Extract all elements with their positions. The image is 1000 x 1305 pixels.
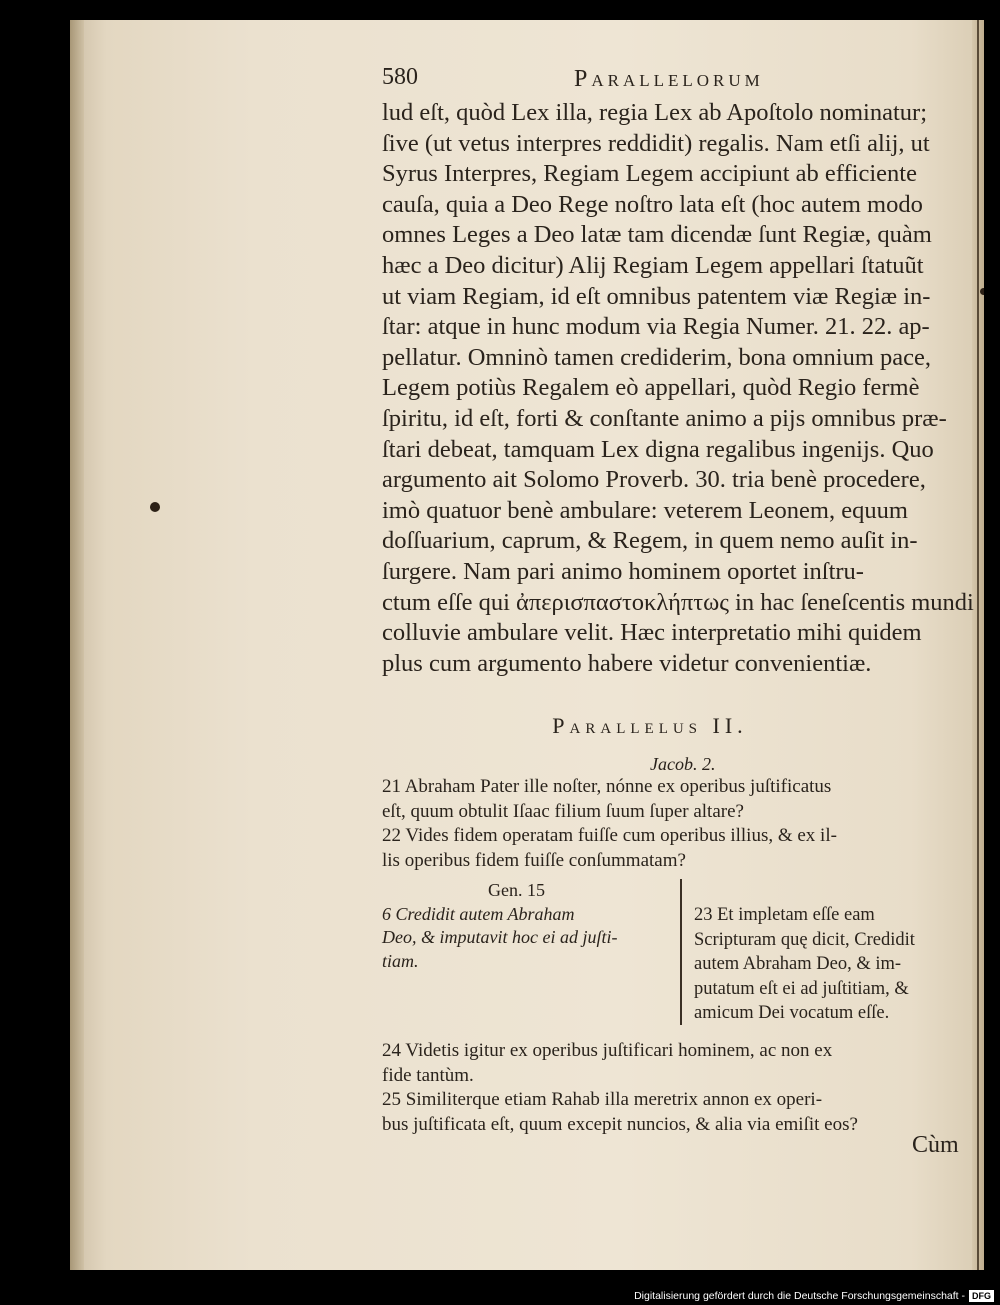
text-line: ctum eſſe qui ἀπερισπαστοκλήπτως in hac ſeneſcentis mundi [382, 588, 974, 616]
verse-21 [382, 775, 978, 824]
source-reference: Jacob. 2. [650, 754, 716, 775]
text-line: ſtari debeat, tamquam Lex digna regalibus ingenijs. Quo [382, 435, 934, 463]
digitization-footer [0, 1288, 1000, 1305]
text-line: doſſuarium, caprum, & Regem, in quem nemo auſit in- [382, 527, 918, 555]
page-gutter [70, 20, 84, 1270]
text-line: colluvie ambulare velit. Hæc interpretatio mihi quidem [382, 619, 922, 647]
verse-line: 25 Similiterque etiam Rahab illa meretrix annon ex operi- [382, 1089, 823, 1111]
page-number: 580 [382, 64, 418, 90]
running-head [382, 64, 978, 98]
catchword: Cùm [912, 1132, 959, 1158]
text-line: plus cum argumento habere videtur convenientiæ. [382, 649, 872, 677]
genesis-reference: Gen. 15 [488, 880, 545, 901]
verse-line: eſt, quum obtulit Iſaac filium ſuum ſuper altare? [382, 800, 744, 822]
verse-24 [382, 1039, 978, 1088]
ink-spot [150, 502, 160, 512]
verse-line: 21 Abraham Pater ille noſter, nónne ex operibus juſtificatus [382, 776, 832, 798]
footer-credit: Digitalisierung gefördert durch die Deutsche Forschungsgemeinschaft - [634, 1290, 965, 1302]
text-line: ſtar: atque in hunc modum via Regia Numer. 21. 22. ap- [382, 313, 930, 341]
verse-line: autem Abraham Deo, & im- [694, 954, 902, 975]
genesis-quote-line: Deo, & imputavit hoc ei ad juſti- [382, 927, 618, 948]
text-line: argumento ait Solomo Proverb. 30. tria benè procedere, [382, 466, 926, 494]
text-line: ut viam Regiam, id eſt omnibus patentem viæ Regiæ in- [382, 282, 931, 310]
ink-spot [980, 288, 984, 295]
section-title: Parallelus II. [552, 713, 748, 739]
verse-line: 24 Videtis igitur ex operibus juſtificari hominem, ac non ex [382, 1040, 833, 1062]
verse-line: amicum Dei vocatum eſſe. [694, 1003, 890, 1024]
text-line: Legem potiùs Regalem eò appellari, quòd Regio fermè [382, 374, 920, 402]
verse-line: bus juſtificata eſt, quum excepit nuncios, & alia via emiſit eos? [382, 1113, 858, 1135]
page-content [382, 64, 978, 1137]
main-text-block [382, 98, 978, 679]
verse-line: fide tantùm. [382, 1064, 474, 1086]
text-line: imò quatuor benè ambulare: veterem Leonem, equum [382, 496, 908, 524]
text-line: lud eſt, quòd Lex illa, regia Lex ab Apoſtolo nominatur; [382, 99, 928, 126]
text-line: pellatur. Omninò tamen crediderim, bona omnium pace, [382, 343, 932, 371]
text-line: ſpiritu, id eſt, forti & conſtante animo a pijs omnibus præ- [382, 404, 947, 432]
verse-line: lis operibus fidem fuiſſe conſummatam? [382, 849, 686, 871]
verse-line: Scripturam quę dicit, Credidit [694, 929, 915, 950]
parallel-left-column [382, 879, 670, 973]
text-line: ſive (ut vetus interpres reddidit) regalis. Nam etſi alij, ut [382, 129, 930, 157]
running-title: Parallelorum [574, 66, 764, 92]
book-page [70, 20, 984, 1270]
parallel-columns [382, 879, 978, 1039]
text-line: Syrus Interpres, Regiam Legem accipiunt ab efficiente [382, 160, 917, 188]
verse-line: 23 Et impletam eſſe eam [694, 905, 875, 926]
verse-22 [382, 824, 978, 873]
genesis-quote-line: tiam. [382, 950, 419, 971]
verse-25 [382, 1088, 978, 1137]
parallel-right-column [694, 903, 980, 1026]
text-line: hæc a Deo dicitur) Alij Regiam Legem appellari ſtatuũt [382, 251, 924, 279]
text-line: cauſa, quia a Deo Rege noſtro lata eſt (hoc autem modo [382, 190, 923, 218]
text-line: omnes Leges a Deo latæ tam dicendæ ſunt Regiæ, quàm [382, 221, 932, 249]
genesis-quote-line: 6 Credidit autem Abraham [382, 903, 575, 924]
verse-line: putatum eſt ei ad juſtitiam, & [694, 978, 909, 999]
verse-line: 22 Vides fidem operatam fuiſſe cum operibus illius, & ex il- [382, 825, 837, 847]
text-line: ſurgere. Nam pari animo hominem oportet inſtru- [382, 557, 864, 585]
column-divider [680, 879, 682, 1025]
dfg-logo: DFG [969, 1290, 994, 1302]
